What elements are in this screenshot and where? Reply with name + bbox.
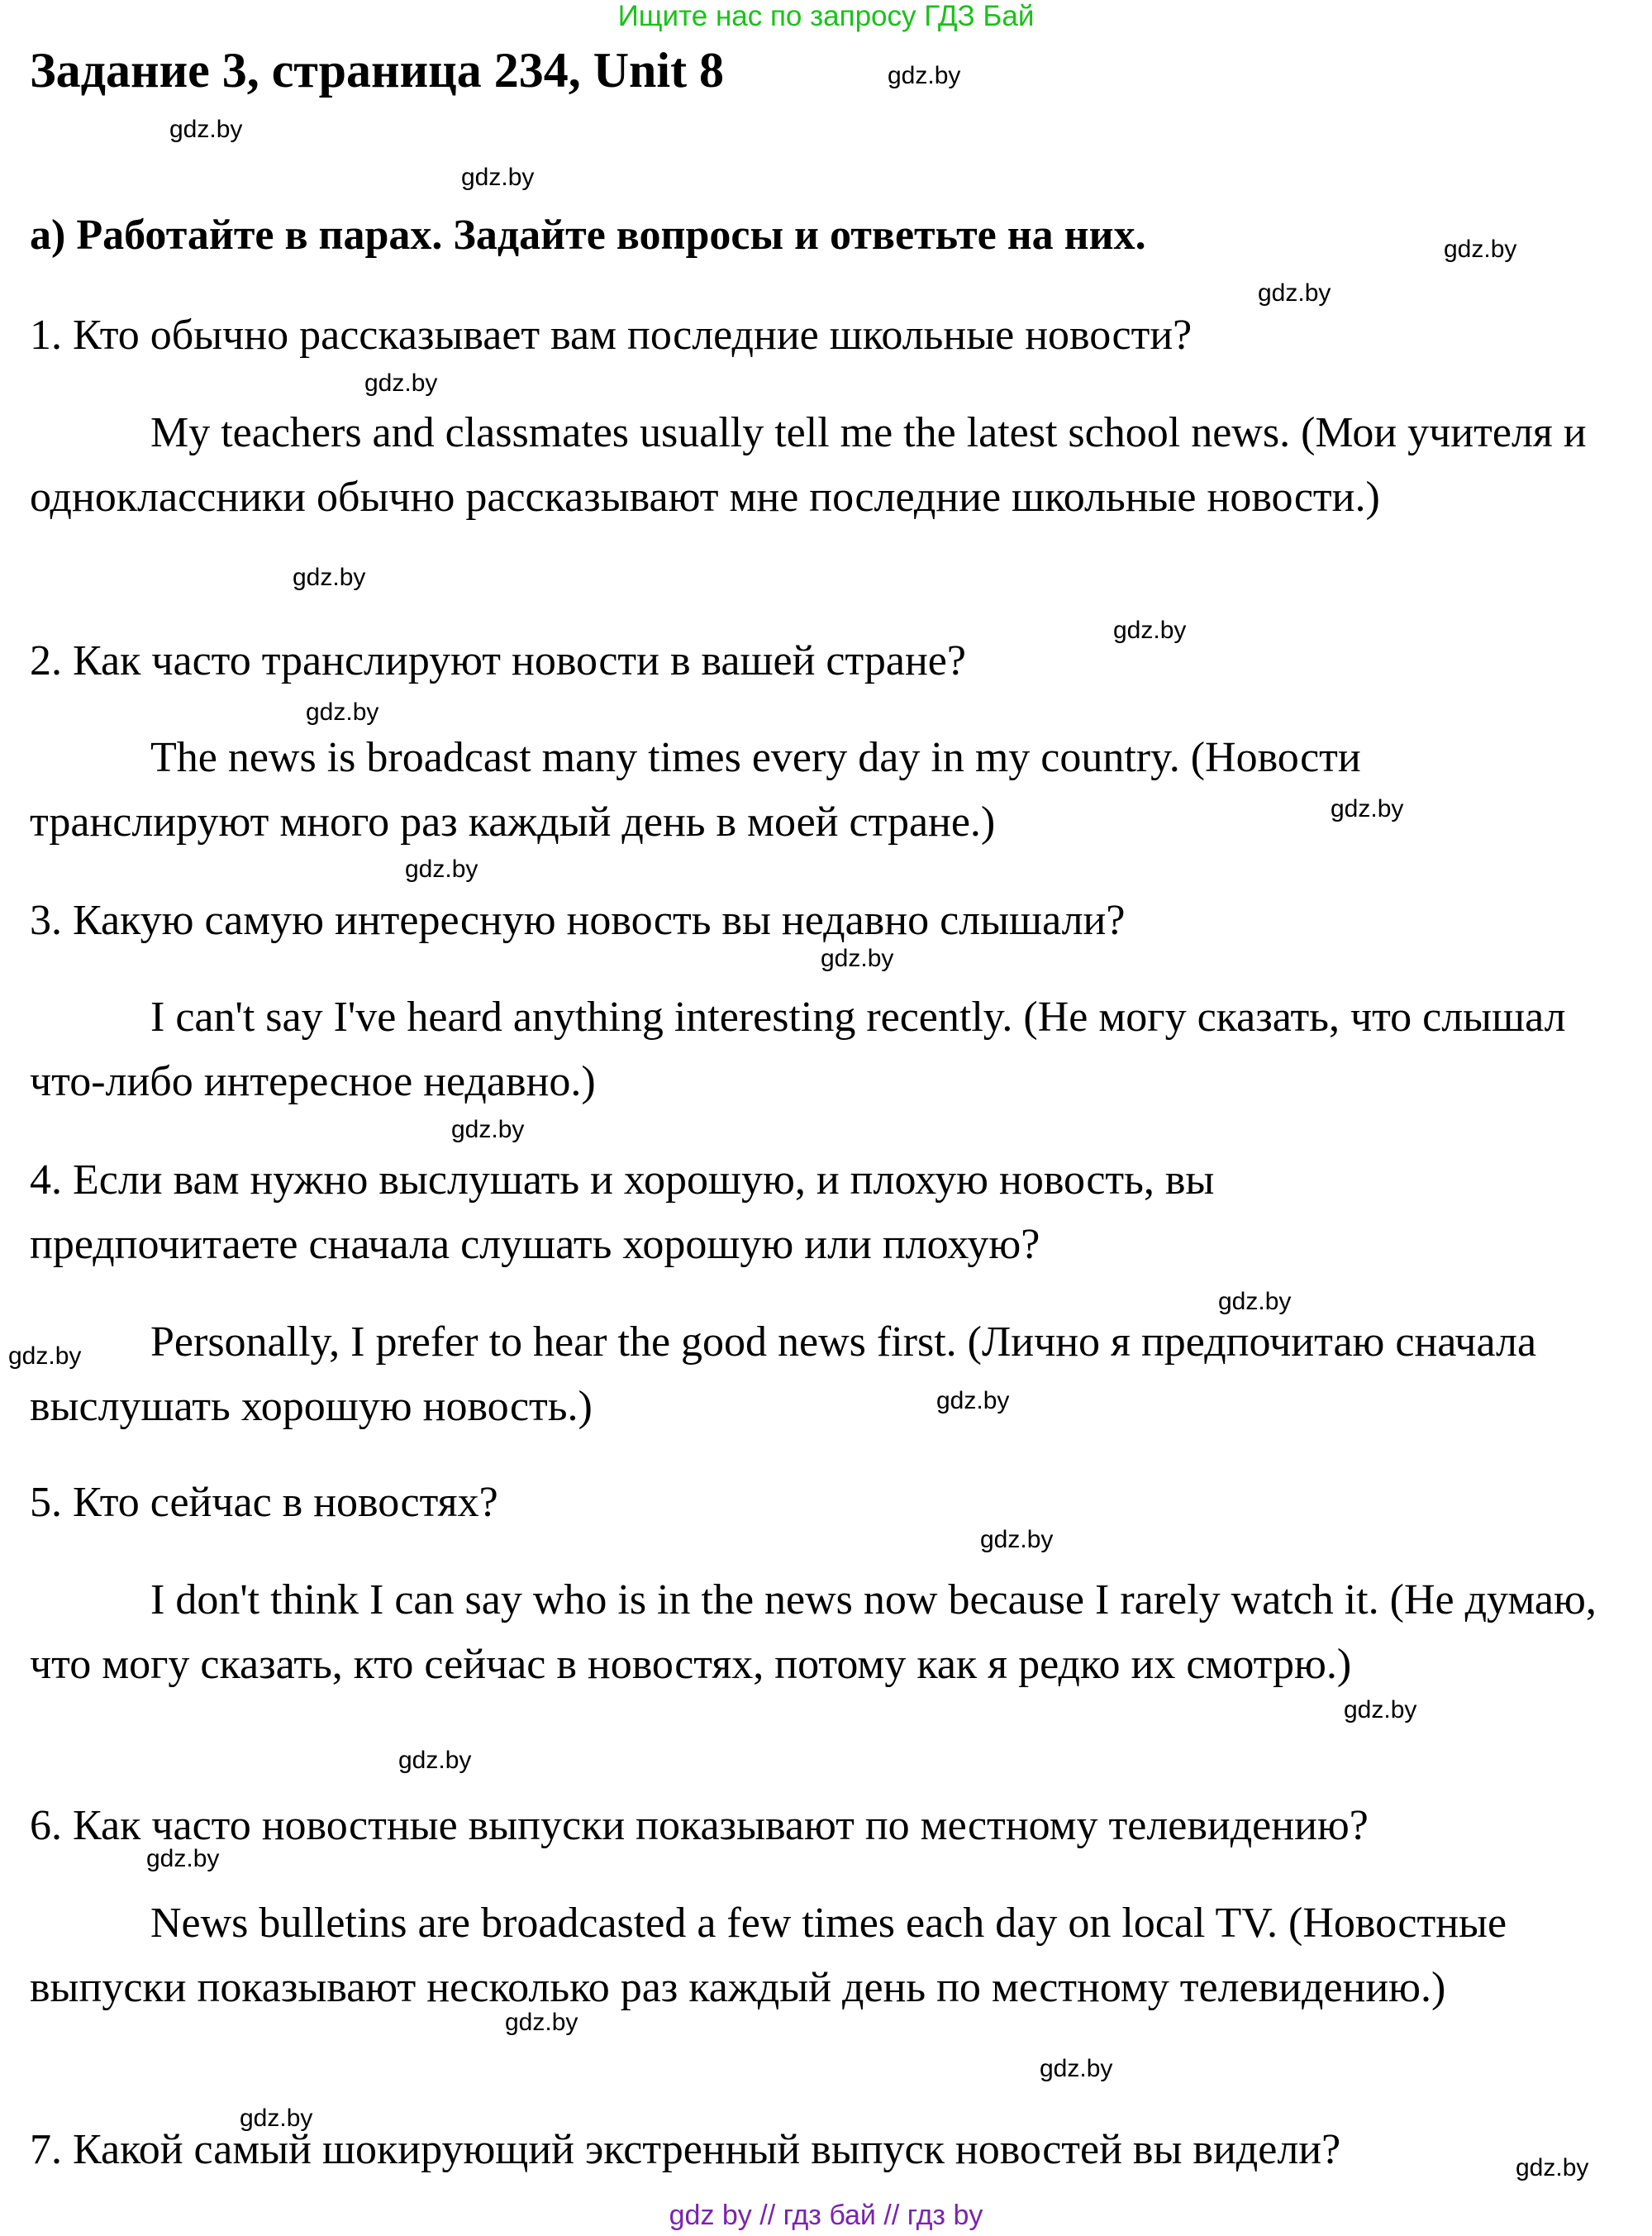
watermark: gdz.by	[980, 1526, 1054, 1553]
page-title: Задание 3, страница 234, Unit 8	[30, 43, 725, 98]
question-1: 1. Кто обычно рассказывает вам последние школьные новости?	[30, 312, 1193, 359]
watermark: gdz.by	[364, 369, 438, 397]
watermark: gdz.by	[398, 1747, 472, 1774]
watermark: gdz.by	[1444, 236, 1517, 263]
watermark: gdz.by	[240, 2105, 313, 2132]
task-instruction: a) Работайте в парах. Задайте вопросы и ответьте на них.	[30, 212, 1146, 259]
watermark: gdz.by	[306, 698, 379, 726]
answer-2: The news is broadcast many times every day in my country. (Новости транслируют много раз каждый день в моей стране.)	[30, 734, 1361, 846]
watermark: gdz.by	[505, 2009, 578, 2036]
watermark: gdz.by	[936, 1387, 1010, 1414]
watermark: gdz.by	[1218, 1288, 1292, 1315]
watermark: gdz.by	[1331, 795, 1404, 822]
question-4-line-1: 4. Если вам нужно выслушать и хорошую, и плохую новость, вы	[30, 1156, 1215, 1204]
question-5: 5. Кто сейчас в новостях?	[30, 1479, 498, 1526]
answer-5: I don't think I can say who is in the news now because I rarely watch it. (Не думаю, что могу сказать, кто сейчас в новостях, потому как я редко их смотрю.)	[30, 1576, 1597, 1688]
watermark: gdz.by	[405, 856, 478, 883]
watermark: gdz.by	[888, 62, 961, 89]
question-6: 6. Как часто новостные выпуски показывают по местному телевидению?	[30, 1802, 1369, 1849]
watermark: gdz.by	[169, 116, 243, 143]
watermark: gdz.by	[461, 164, 535, 191]
footer-links[interactable]: gdz by // гдз бай // гдз by	[669, 2200, 983, 2231]
question-2: 2. Как часто транслируют новости в вашей стране?	[30, 637, 966, 684]
answer-3: I can't say I've heard anything interesting recently. (Не могу сказать, что слышал что-либо интересное недавно.)	[30, 994, 1566, 1105]
answer-6: News bulletins are broadcasted a few times each day on local TV. (Новостные выпуски показывают несколько раз каждый день по местному телевидению.)	[30, 1900, 1507, 2011]
answer-4: Personally, I prefer to hear the good news first. (Лично я предпочитаю сначала выслушать хорошую новость.)	[30, 1318, 1537, 1430]
watermark: gdz.by	[821, 945, 894, 972]
watermark: gdz.by	[1113, 617, 1187, 644]
question-7: 7. Какой самый шокирующий экстренный выпуск новостей вы видели?	[30, 2126, 1341, 2173]
question-4-line-2: предпочитаете сначала слушать хорошую или плохую?	[30, 1221, 1040, 1268]
watermark: gdz.by	[293, 564, 366, 591]
top-banner[interactable]: Ищите нас по запросу ГДЗ Бай	[617, 0, 1035, 32]
watermark: gdz.by	[146, 1845, 220, 1872]
watermark: gdz.by	[1040, 2055, 1113, 2082]
question-3: 3. Какую самую интересную новость вы недавно слышали?	[30, 897, 1126, 944]
watermark: gdz.by	[1516, 2154, 1589, 2181]
watermark: gdz.by	[1344, 1696, 1417, 1723]
answer-1: My teachers and classmates usually tell me the latest school news. (Мои учителя и одноклассники обычно рассказывают мне последние школьные новости.)	[30, 409, 1587, 521]
watermark: gdz.by	[451, 1116, 525, 1143]
watermark: gdz.by	[8, 1342, 82, 1370]
watermark: gdz.by	[1258, 279, 1331, 307]
